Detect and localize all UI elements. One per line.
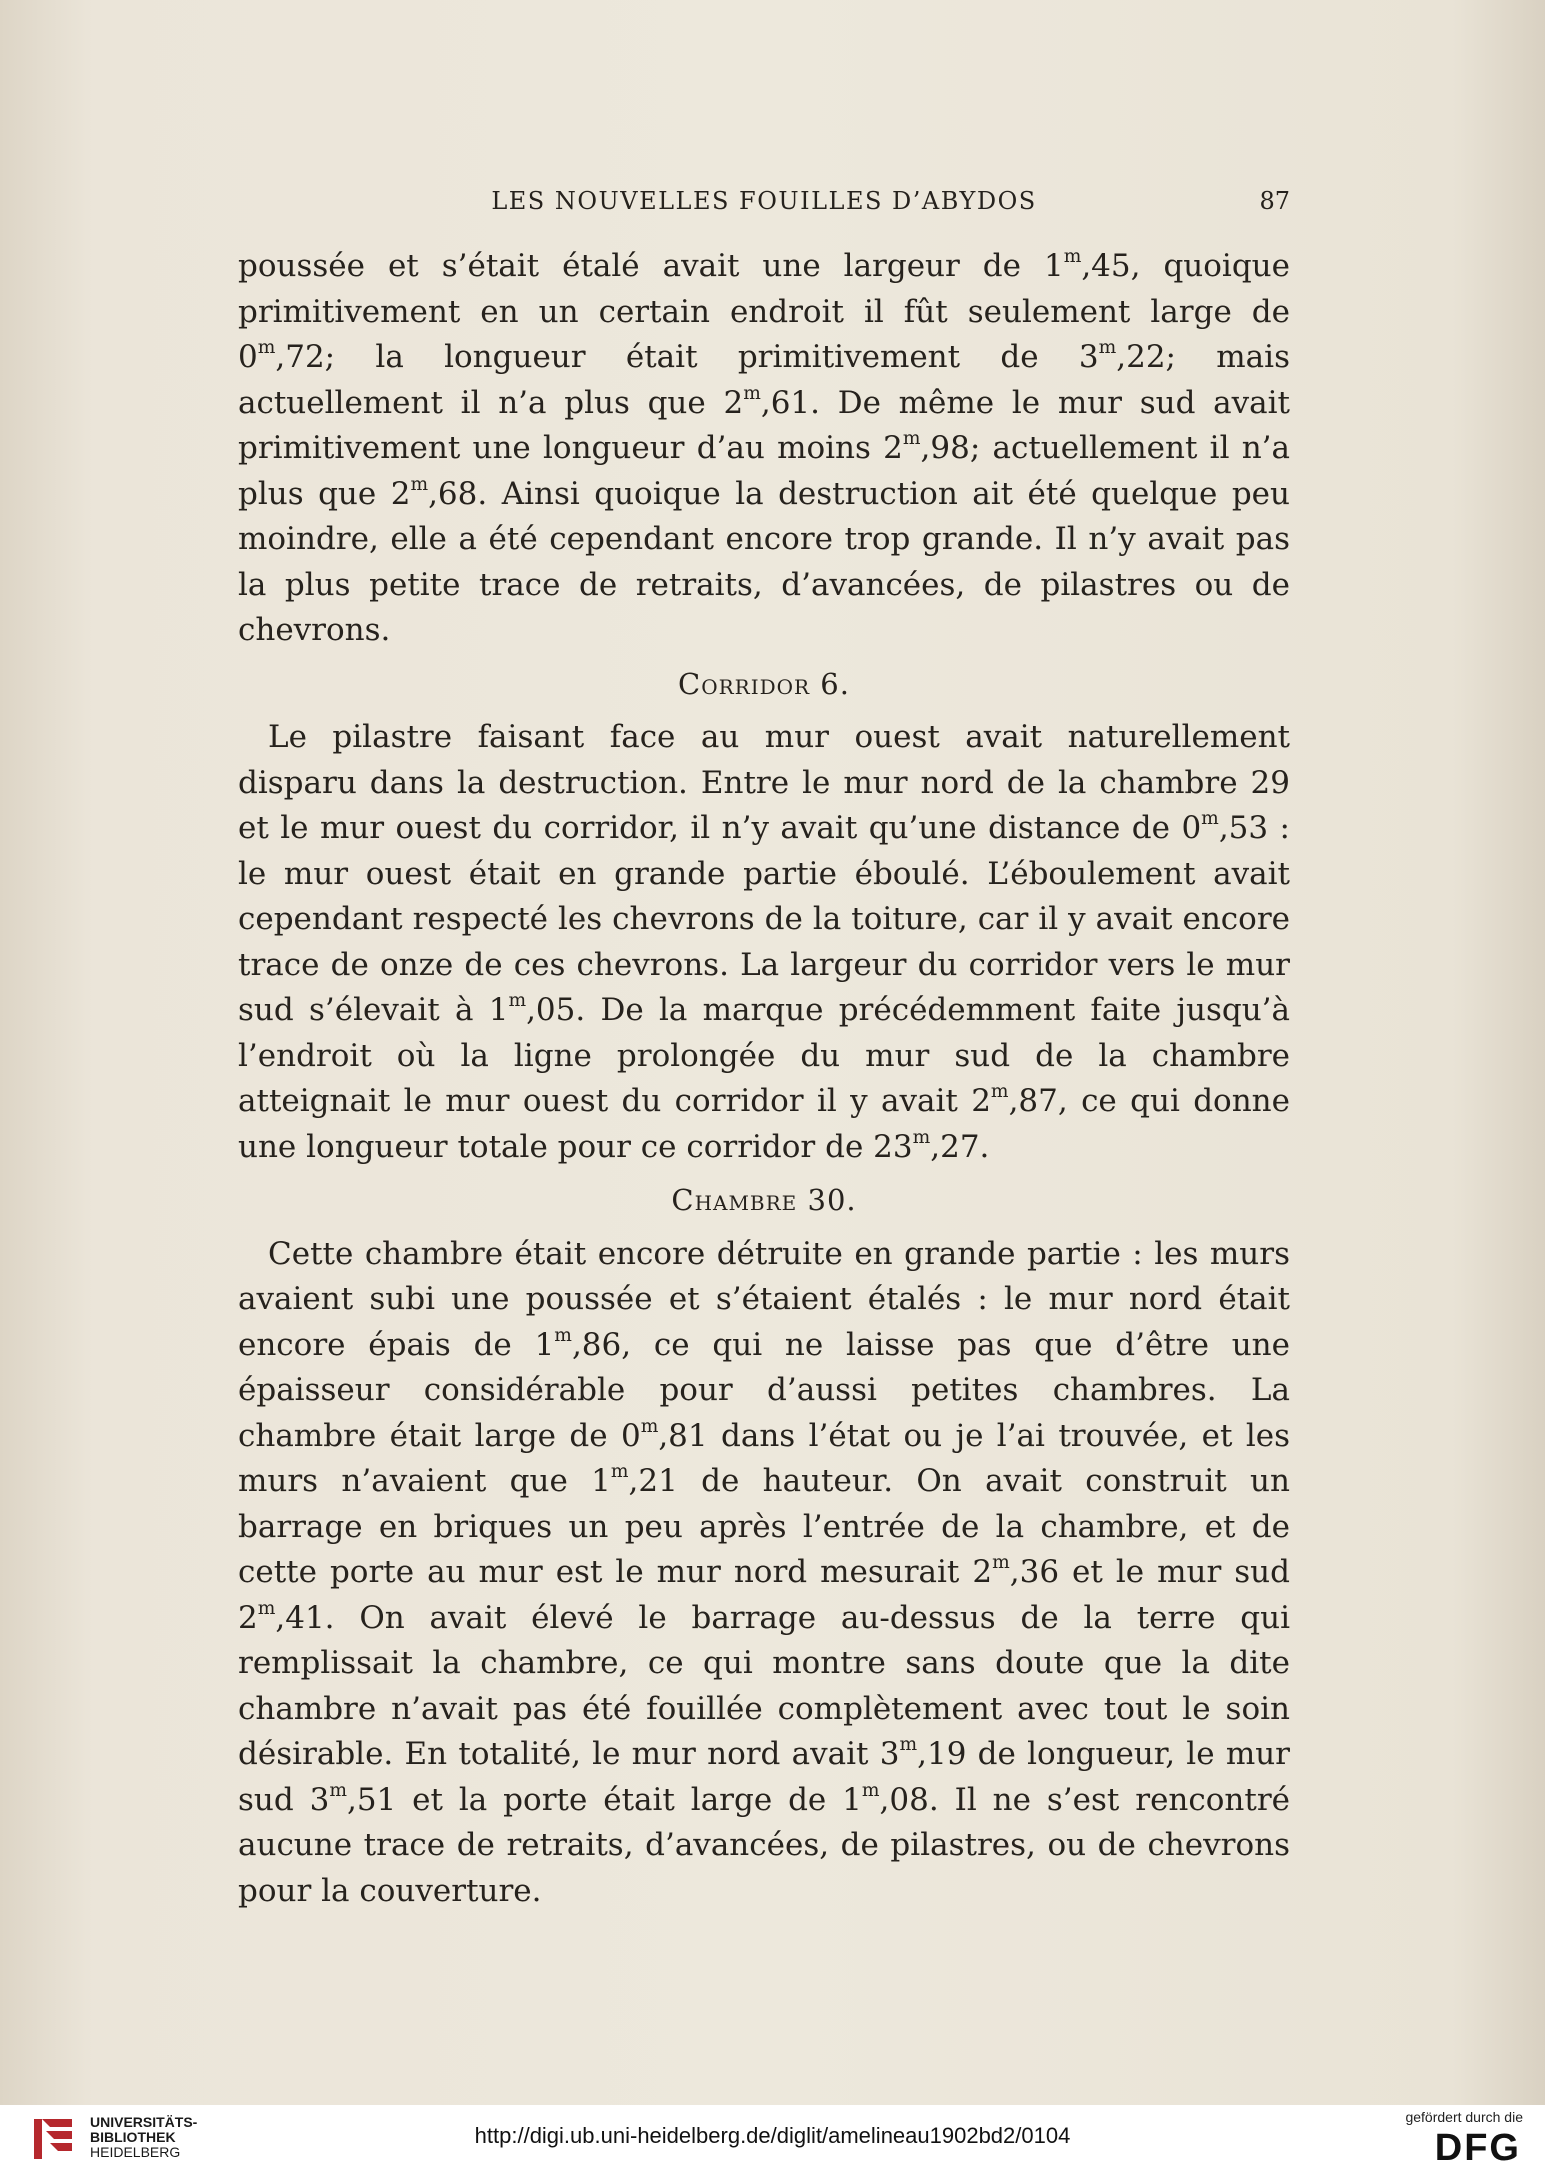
running-head <box>238 183 1290 223</box>
funded-by-label: gefördert durch die <box>1405 2109 1523 2125</box>
dfg-logo: DFG <box>1434 2127 1521 2169</box>
permalink-url[interactable]: http://digi.ub.uni-heidelberg.de/diglit/amelineau1902bd2/0104 <box>474 2123 1071 2148</box>
section-heading-chambre-30: Chambre 30. <box>671 1183 857 1217</box>
running-head-title: LES NOUVELLES FOUILLES D’ABYDOS <box>491 187 1037 215</box>
paragraph-continuation: poussée et s’était étalé avait une largeur de 1$^m$,45, quoique primitivement en un certain endroit il fût seulement large de 0$^m$,72; la longueur était primitivement de 3$^m$,22; mais actuellement il n’a plus que 2$^m$,61. De même le mur sud avait primitivement une longueur d’au moins 2$^m$,98; actuellement il n’a plus que 2$^m$,68. Ainsi quoique la destruction ait été quelque peu moindre, elle a été cependant encore trop grande. Il n’y avait pas la plus petite trace de retraits, d’avancées, de pilastres ou de chevrons. <box>238 246 1291 648</box>
paragraph-corridor-6: Le pilastre faisant face au mur ouest avait naturellement disparu dans la destruction. Entre le mur nord de la chambre 29 et le mur ouest du corridor, il n’y avait qu’une distance de 0$^m$,53 : le mur ouest était en grande partie éboulé. L’éboulement avait cependant respecté les chevrons de la toiture, car il y avait encore trace de onze de ces chevrons. La largeur du corridor vers le mur sud s’élevait à 1$^m$,05. De la marque précédemment faite jusqu’à l’endroit où la ligne prolongée du mur sud de la chambre atteignait le mur ouest du corridor il y avait 2$^m$,87, ce qui donne une longueur totale pour ce corridor de 23$^m$,27. <box>238 719 1290 1165</box>
library-name: UNIVERSITÄTS- BIBLIOTHEK HEIDELBERG <box>90 2114 198 2160</box>
body-text <box>238 244 1290 1914</box>
paragraph-chambre-30: Cette chambre était encore détruite en grande partie : les murs avaient subi une poussée et s’étaient étalés : le mur nord était encore épais de 1$^m$,86, ce qui ne laisse pas que d’être une épaisseur considérable pour d’aussi petites chambres. La chambre était large de 0$^m$,81 dans l’état ou je l’ai trouvée, et les murs n’avaient que 1$^m$,21 de hauteur. On avait construit un barrage en briques un peu après l’entrée de la chambre, et de cette porte au mur est le mur nord mesurait 2$^m$,36 et le mur sud 2$^m$,41. On avait élevé le barrage au-dessus de la terre qui remplissait la chambre, ce qui montre sans doute que la dite chambre n’avait pas été fouillée complètement avec tout le soin désirable. En totalité, le mur nord avait 3$^m$,19 de longueur, le mur sud 3$^m$,51 et la porte était large de 1$^m$,08. Il ne s’est rencontré aucune trace de retraits, d’avancées, de pilastres, ou de chevrons pour la couverture. <box>238 1235 1291 1909</box>
viewer-footer <box>0 2105 1545 2169</box>
section-heading-corridor-6: Corridor 6. <box>678 666 850 701</box>
page-number: 87 <box>1259 187 1290 215</box>
